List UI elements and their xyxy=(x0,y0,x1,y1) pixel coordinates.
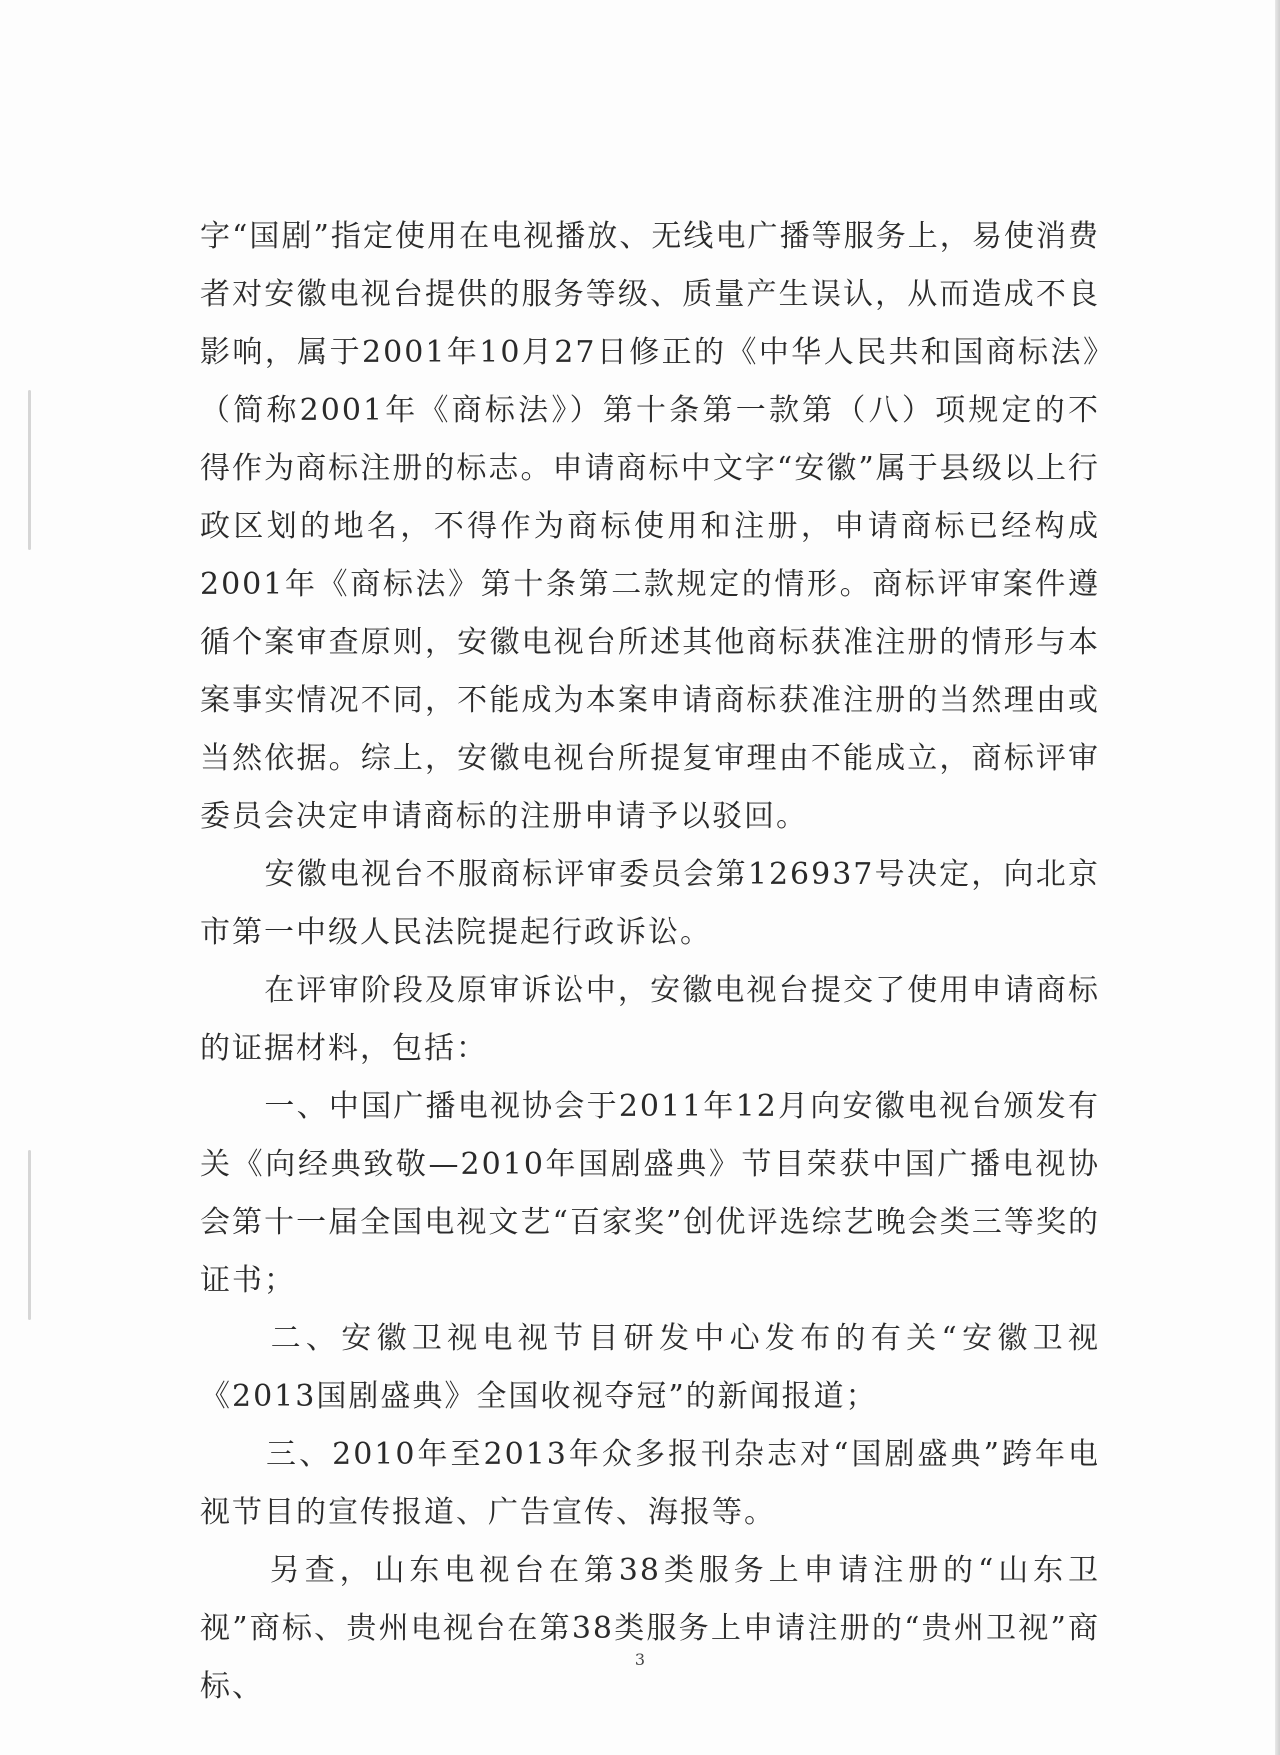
paragraph: 三、2010年至2013年众多报刊杂志对“国剧盛典”跨年电视节目的宣传报道、广告宣传、海报等。 xyxy=(200,1437,1100,1530)
binding-mark xyxy=(28,390,31,550)
page-edge-shadow xyxy=(1275,0,1280,1755)
paragraph: 二、安徽卫视电视节目研发中心发布的有关“安徽卫视《2013国剧盛典》全国收视夺冠”的新闻报道； xyxy=(200,1321,1100,1414)
paragraph: 安徽电视台不服商标评审委员会第126937号决定，向北京市第一中级人民法院提起行政诉讼。 xyxy=(200,857,1100,950)
paragraph: 字“国剧”指定使用在电视播放、无线电广播等服务上，易使消费者对安徽电视台提供的服务等级、质量产生误认，从而造成不良影响，属于2001年10月27日修正的《中华人民共和国商标法》（简称2001年《商标法》）第十条第一款第（八）项规定的不得作为商标注册的标志。申请商标中文字“安徽”属于县级以上行政区划的地名，不得作为商标使用和注册，申请商标已经构成2001年《商标法》第十条第二款规定的情形。商标评审案件遵循个案审查原则，安徽电视台所述其他商标获准注册的情形与本案事实情况不同，不能成为本案申请商标获准注册的当然理由或当然依据。综上，安徽电视台所提复审理由不能成立，商标评审委员会决定申请商标的注册申请予以驳回。 xyxy=(200,219,1100,834)
binding-mark xyxy=(28,1150,31,1320)
paragraph: 一、中国广播电视协会于2011年12月向安徽电视台颁发有关《向经典致敬—2010年国剧盛典》节目荣获中国广播电视协会第十一届全国电视文艺“百家奖”创优评选综艺晚会类三等奖的证书； xyxy=(200,1089,1100,1298)
page-number: 3 xyxy=(634,1650,646,1669)
paragraph: 另查，山东电视台在第38类服务上申请注册的“山东卫视”商标、贵州电视台在第38类服务上申请注册的“贵州卫视”商标、 xyxy=(200,1553,1100,1704)
body-text xyxy=(200,208,1100,1716)
paragraph: 在评审阶段及原审诉讼中，安徽电视台提交了使用申请商标的证据材料，包括： xyxy=(200,973,1100,1066)
